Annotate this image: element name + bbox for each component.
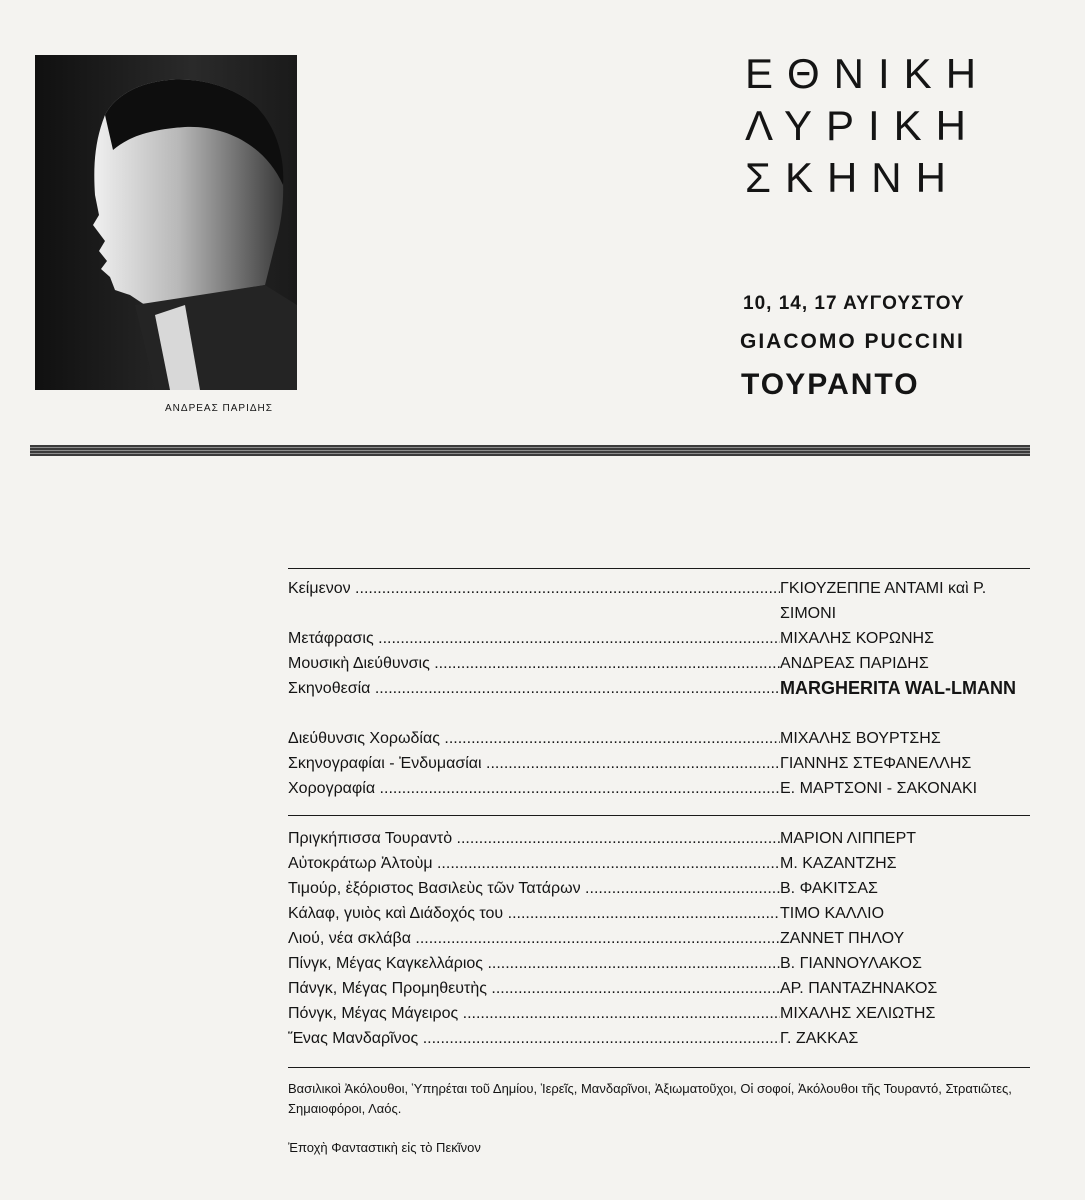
- role-label: Τιμούρ, ἐξόριστος Βασιλεὺς τῶν Τατάρων .....: [288, 876, 780, 901]
- performance-dates: 10, 14, 17 ΑΥΓΟΥΣΤΟΥ: [743, 293, 965, 314]
- credit-value: ΜΙΧΑΛΗΣ ΚΟΡΩΝΗΣ: [780, 630, 934, 647]
- divider-chorus-top: [288, 1067, 1030, 1068]
- credit-row: [288, 651, 1033, 676]
- role-row: [288, 976, 1033, 1001]
- credit-row: [288, 726, 1033, 751]
- role-singer: Γ. ΖΑΚΚΑΣ: [780, 1030, 859, 1047]
- divider-roles-top: [288, 815, 1030, 816]
- credit-row: [288, 626, 1033, 651]
- role-singer: ΖΑΝΝΕΤ ΠΗΛΟΥ: [780, 930, 905, 947]
- role-singer: ΑΡ. ΠΑΝΤΑΖΗΝΑΚΟΣ: [780, 980, 938, 997]
- title-line-1: ΕΘΝΙΚΗ: [745, 50, 991, 97]
- role-row: [288, 901, 1033, 926]
- credit-value: ΑΝΔΡΕΑΣ ΠΑΡΙΔΗΣ: [780, 655, 929, 672]
- role-row: [288, 826, 1033, 851]
- credit-row: [288, 676, 1033, 726]
- credit-row: [288, 576, 1033, 626]
- epoch-note: Ἐποχὴ Φανταστικὴ εἰς τὸ Πεκῖνον: [288, 1140, 481, 1155]
- credit-value: ΓΙΑΝΝΗΣ ΣΤΕΦΑΝΕΛΛΗΣ: [780, 755, 972, 772]
- role-label: Πόνγκ, Μέγας Μάγειρος .....: [288, 1001, 780, 1026]
- role-singer: Β. ΓΙΑΝΝΟΥΛΑΚΟΣ: [780, 955, 922, 972]
- role-row: [288, 851, 1033, 876]
- role-row: [288, 951, 1033, 976]
- opera-title: ΤΟΥΡΑΝΤΟ: [741, 368, 920, 401]
- credit-label: Σκηνοθεσία .....: [288, 676, 780, 701]
- role-row: [288, 926, 1033, 951]
- portrait-silhouette: [35, 55, 297, 390]
- role-row: [288, 1001, 1033, 1026]
- credit-label: Μουσικὴ Διεύθυνσις .....: [288, 651, 780, 676]
- role-label: Πριγκήπισσα Τουραντὸ .....: [288, 826, 780, 851]
- role-singer: ΜΙΧΑΛΗΣ ΧΕΛΙΩΤΗΣ: [780, 1005, 936, 1022]
- divider-credits-top: [288, 568, 1030, 569]
- credit-label: Μετάφρασις .....: [288, 626, 780, 651]
- role-label: Πίνγκ, Μέγας Καγκελλάριος .....: [288, 951, 780, 976]
- credit-value: ΓΚΙΟΥΖΕΠΠΕ ΑΝΤΑΜΙ καὶ Ρ. ΣΙΜΟΝΙ: [780, 580, 987, 622]
- role-label: Λιού, νέα σκλάβα .....: [288, 926, 780, 951]
- credit-value: Ε. ΜΑΡΤΣΟΝΙ - ΣΑΚΟΝΑΚΙ: [780, 780, 978, 797]
- credit-value: ΜΙΧΑΛΗΣ ΒΟΥΡΤΣΗΣ: [780, 730, 941, 747]
- credits-list: [288, 576, 1033, 801]
- role-singer: Β. ΦΑΚΙΤΣΑΣ: [780, 880, 878, 897]
- role-label: Πάνγκ, Μέγας Προμηθευτὴς .....: [288, 976, 780, 1001]
- role-row: [288, 1026, 1033, 1051]
- role-singer: ΤΙΜΟ ΚΑΛΛΙΟ: [780, 905, 885, 922]
- credit-label: Χορογραφία .....: [288, 776, 780, 801]
- photo-caption: ΑΝΔΡΕΑΣ ΠΑΡΙΔΗΣ: [165, 403, 273, 414]
- title-line-3: ΣΚΗΝΗ: [745, 154, 960, 201]
- credit-row: [288, 776, 1033, 801]
- credit-label: Διεύθυνσις Χορωδίας .....: [288, 726, 780, 751]
- credit-row: [288, 751, 1033, 776]
- role-singer: ΜΑΡΙΟΝ ΛΙΠΠΕΡΤ: [780, 830, 917, 847]
- role-label: Αὐτοκράτωρ Ἀλτοὺμ .....: [288, 851, 780, 876]
- credit-value: MARGHERITA WAL-LMANN: [780, 678, 1016, 698]
- title-line-2: ΛΥΡΙΚΗ: [745, 102, 980, 149]
- role-row: [288, 876, 1033, 901]
- cast-list: [288, 826, 1033, 1051]
- theatre-title: [745, 48, 990, 204]
- portrait-photo: [35, 55, 297, 390]
- role-singer: Μ. ΚΑΖΑΝΤΖΗΣ: [780, 855, 897, 872]
- role-label: Ἕνας Μανδαρῖνος .....: [288, 1026, 780, 1051]
- credit-label: Σκηνογραφίαι - Ἐνδυμασίαι .....: [288, 751, 780, 776]
- credit-label: Κείμενον .....: [288, 576, 780, 601]
- divider-thick: [30, 445, 1030, 456]
- chorus-note: Βασιλικοὶ Ἀκόλουθοι, Ὑπηρέται τοῦ Δημίου, Ἱερεῖς, Μανδαρῖνοι, Ἀξιωματοῦχοι, Οἱ σοφοί, Ἀκόλουθοι τῆς Τουραντό, Στρατιῶτες, Σημαιοφόροι, Λαός.: [288, 1081, 1012, 1116]
- role-label: Κάλαφ, γυιὸς καὶ Διάδοχός του .....: [288, 901, 780, 926]
- composer-name: GIACOMO PUCCINI: [740, 330, 965, 353]
